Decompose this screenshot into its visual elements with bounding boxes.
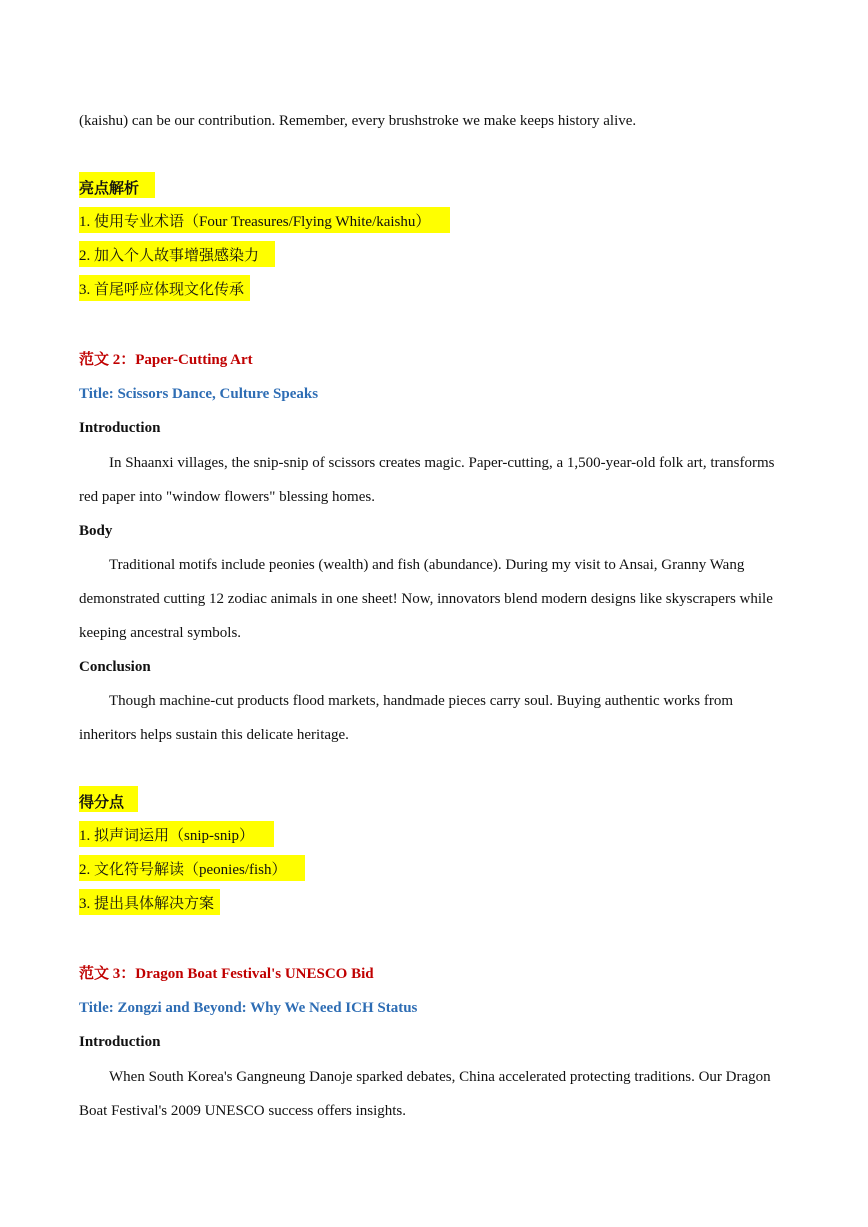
highlights2-heading <box>79 786 138 816</box>
essay3-intro-paragraph: When South Korea's Gangneung Danoje sparked debates, China accelerated protecting traditions. Our Dragon Boat Festival's 2009 UNESCO success offers insights. <box>79 1069 771 1119</box>
essay2-label: 范文 2： <box>79 352 136 368</box>
essay2-conclusion-heading: Conclusion <box>79 659 151 675</box>
highlights2-item-text: 1. 拟声词运用（snip-snip） <box>79 821 274 847</box>
highlights2-item <box>79 821 274 849</box>
essay2-body-heading: Body <box>79 523 113 539</box>
essay2-intro-paragraph: In Shaanxi villages, the snip-snip of scissors creates magic. Paper-cutting, a 1,500-year-old folk art, transforms red paper into "window flowers" blessing homes. <box>79 455 775 505</box>
essay2-conclusion-paragraph: Though machine-cut products flood markets, handmade pieces carry soul. Buying authentic works from inheritors helps sustain this delicate heritage. <box>79 693 733 743</box>
essay2-title: Title: Scissors Dance, Culture Speaks <box>79 386 319 402</box>
essay3-heading <box>79 961 374 987</box>
highlights2-item-text: 3. 提出具体解决方案 <box>79 889 220 915</box>
highlights1-heading-text: 亮点解析 <box>79 172 155 198</box>
intro-tail-text: (kaishu) can be our contribution. Remember, every brushstroke we make keeps history alive. <box>79 113 637 129</box>
highlights1-item <box>79 275 250 303</box>
highlights1-item <box>79 241 275 269</box>
highlights1-item-text: 1. 使用专业术语（Four Treasures/Flying White/kaishu） <box>79 207 450 233</box>
essay3-intro-heading: Introduction <box>79 1034 161 1050</box>
essay3-topic: Dragon Boat Festival's UNESCO Bid <box>135 966 374 982</box>
highlights1-heading <box>79 172 155 202</box>
essay2-heading <box>79 347 253 373</box>
highlights2-item <box>79 889 220 917</box>
highlights2-item <box>79 855 305 883</box>
highlights2-item-text: 2. 文化符号解读（peonies/fish） <box>79 855 305 881</box>
highlights1-item <box>79 207 450 235</box>
essay3-label: 范文 3： <box>79 966 136 982</box>
essay2-intro-heading: Introduction <box>79 420 161 436</box>
essay3-title: Title: Zongzi and Beyond: Why We Need ICH Status <box>79 1000 418 1016</box>
highlights1-item-text: 2. 加入个人故事增强感染力 <box>79 241 275 267</box>
highlights1-item-text: 3. 首尾呼应体现文化传承 <box>79 275 250 301</box>
essay2-topic: Paper-Cutting Art <box>135 352 253 368</box>
essay2-body-paragraph: Traditional motifs include peonies (wealth) and fish (abundance). During my visit to Ansai, Granny Wang demonstrated cutting 12 zodiac animals in one sheet! Now, innovators blend modern designs like skyscrapers while keeping ancestral symbols. <box>79 557 773 641</box>
highlights2-heading-text: 得分点 <box>79 786 138 812</box>
